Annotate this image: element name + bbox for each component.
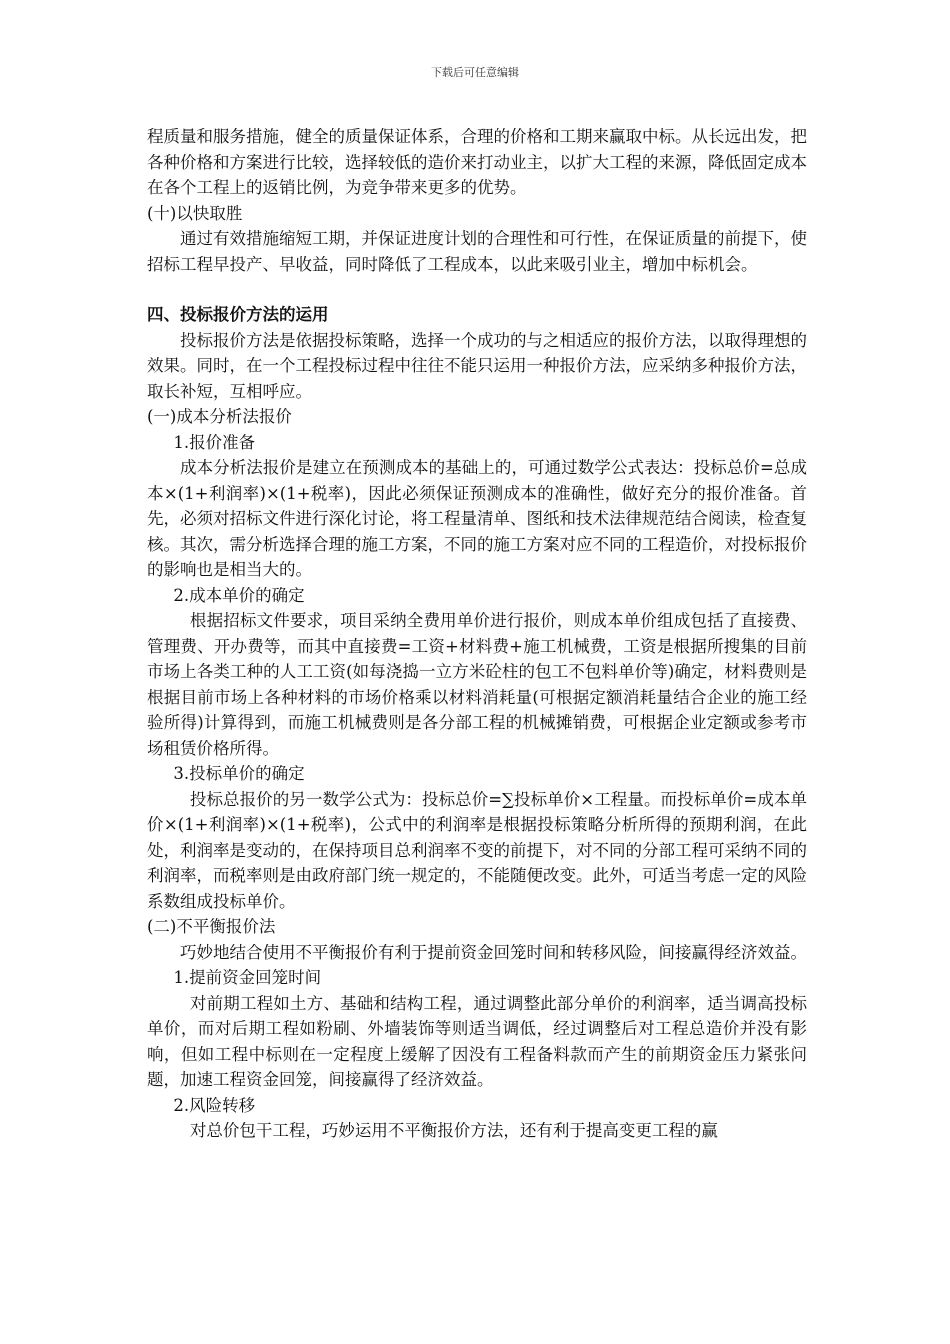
subheading-unbalanced: (二)不平衡报价法 <box>147 917 276 936</box>
paragraph-risk-transfer: 对总价包干工程，巧妙运用不平衡报价方法，还有利于提高变更工程的赢 <box>189 1121 718 1140</box>
section-heading-four: 四、投标报价方法的运用 <box>147 305 329 324</box>
document-body <box>147 124 807 1144</box>
item-early-recovery: 1.提前资金回笼时间 <box>173 968 322 987</box>
paragraph-method-intro: 投标报价方法是依据投标策略，选择一个成功的与之相适应的报价方法，以取得理想的效果。同时，在一个工程投标过程中往往不能只运用一种报价方法，应采纳多种报价方法，取长补短，互相呼应。 <box>147 330 807 401</box>
paragraph-unbalanced: 巧妙地结合使用不平衡报价有利于提前资金回笼时间和转移风险，间接赢得经济效益。 <box>180 942 807 962</box>
subheading-cost-analysis: (一)成本分析法报价 <box>147 407 292 426</box>
item-quote-preparation: 1.报价准备 <box>173 432 256 452</box>
subheading-speed: (十)以快取胜 <box>147 203 243 223</box>
paragraph-quote-preparation: 成本分析法报价是建立在预测成本的基础上的，可通过数学公式表达：投标总价=总成本×(1+利润率)×(1+税率)，因此必须保证预测成本的准确性，做好充分的报价准备。首先，必须对招标文件进行深化讨论，将工程量清单、图纸和技术法律规范结合阅读，检查复核。其次，需分析选择合理的施工方案，不同的施工方案对应不同的工程造价，对投标报价的影响也是相当大的。 <box>147 458 807 579</box>
item-risk-transfer: 2.风险转移 <box>173 1095 256 1115</box>
page-header: 下载后可任意编辑 <box>431 66 519 79</box>
paragraph-continuation: 程质量和服务措施，健全的质量保证体系，合理的价格和工期来赢取中标。从长远出发，把各种价格和方案进行比较，选择较低的造价来打动业主，以扩大工程的来源，降低固定成本在各个工程上的返销比例，为竞争带来更多的优势。 <box>147 127 807 197</box>
paragraph-bid-unit-price: 投标总报价的另一数学公式为：投标总价=∑投标单价×工程量。而投标单价=成本单价×(1+利润率)×(1+税率)，公式中的利润率是根据投标策略分析所得的预期利润，在此处，利润率是变动的，在保持项目总利润率不变的前提下，对不同的分部工程可采纳不同的利润率，而税率则是由政府部门统一规定的，不能随便改变。此外，可适当考虑一定的风险系数组成投标单价。 <box>147 789 807 911</box>
paragraph-early-recovery: 对前期工程如土方、基础和结构工程，通过调整此部分单价的利润率，适当调高投标单价，而对后期工程如粉刷、外墙装饰等则适当调低，经过调整后对工程总造价并没有影响，但如工程中标则在一定程度上缓解了因没有工程备料款而产生的前期资金压力紧张问题，加速工程资金回笼，间接赢得了经济效益。 <box>147 993 807 1089</box>
paragraph-cost-unit-price: 根据招标文件要求，项目采纳全费用单价进行报价，则成本单价组成包括了直接费、管理费、开办费等，而其中直接费=工资+材料费+施工机械费，工资是根据所搜集的目前市场上各类工种的人工工资(如每浇捣一立方米砼柱的包工不包料单价等)确定，材料费则是根据目前市场上各种材料的市场价格乘以材料消耗量(可根据定额消耗量结合企业的施工经验所得)计算得到，而施工机械费则是各分部工程的机械摊销费，可根据企业定额或参考市场租赁价格所得。 <box>147 611 807 758</box>
paragraph-speed: 通过有效措施缩短工期，并保证进度计划的合理性和可行性，在保证质量的前提下，使招标工程早投产、早收益，同时降低了工程成本，以此来吸引业主，增加中标机会。 <box>147 229 807 274</box>
item-bid-unit-price: 3.投标单价的确定 <box>173 764 305 783</box>
item-cost-unit-price: 2.成本单价的确定 <box>173 585 305 605</box>
